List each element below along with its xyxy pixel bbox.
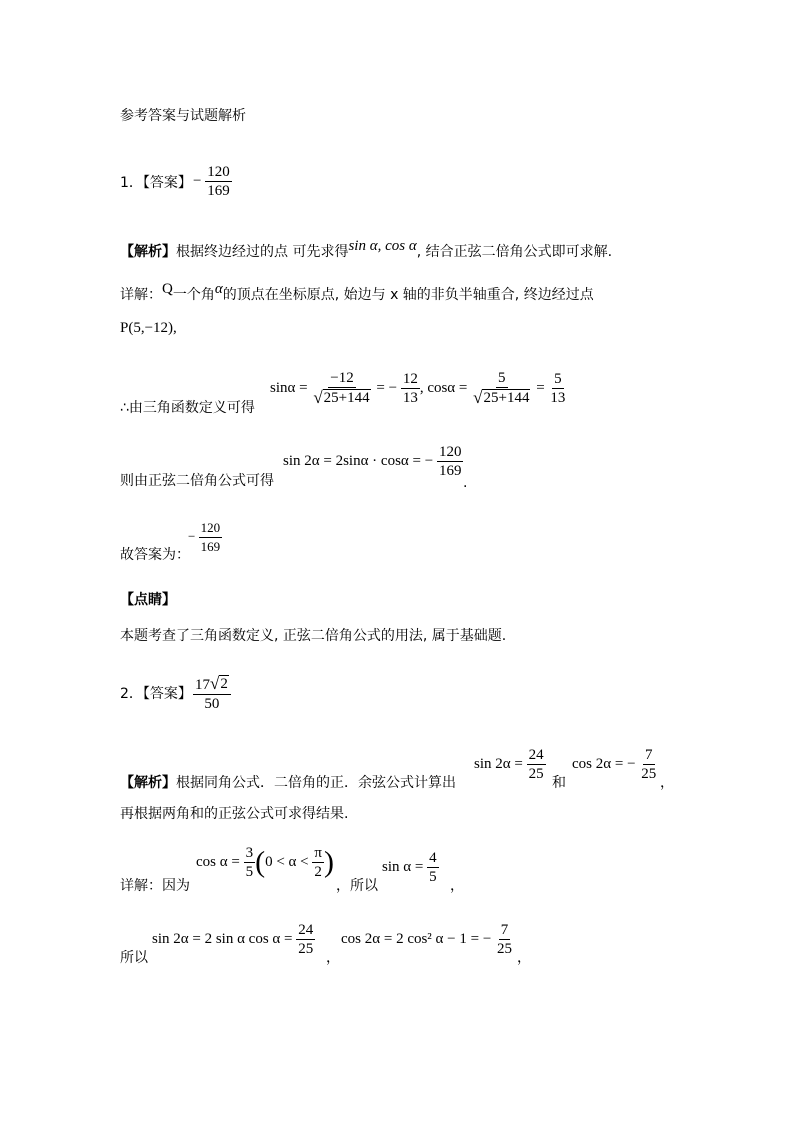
q2-answer-label: 2．【答案】 [120,686,192,702]
q1-final-value: − $\frac{120}{169}$ [188,520,221,554]
q2-analysis: 【解析】根据同角公式．二倍角的正．余弦公式计算出 [120,775,456,791]
q1-step2-formula: sin 2α = 2sinα · cosα = − $\frac{120}{169}$ [283,444,462,479]
q1-comment-tag: 【点睛】 [120,592,176,608]
q1-answer-fraction: $\frac{120}{169}$ [207,164,230,199]
q2-detail-text: 详解：因为 [120,878,190,894]
q2-cos2-formula: cos 2α = − $\frac{7}{25}$ [572,747,657,782]
q1-step2-text: 则由正弦二倍角公式可得 [120,473,274,489]
q1-final-text: 故答案为： [120,547,190,563]
q1-detail: 详解：Q一个角α的顶点在坐标原点, 始边与 x 轴的非负半轴重合, 终边经过点 [120,281,594,303]
q1-answer-value: − $\frac{120}{169}$ [193,164,230,199]
page-title: 参考答案与试题解析 [120,108,246,124]
q2-cos-formula: cos α = $\frac{3}{5}$ (0 < α < $\frac{\pi}{2}$ ) [196,845,334,880]
because-symbol: Q [162,281,173,297]
q1-step1-formula: sinα = −12 √ 25+144 = − $\frac{12}{13}$ , cosα = 5 √ 25+144 = $\frac{5}{13}$ [270,370,566,407]
q2-so2-text: 所以 [120,950,148,966]
q2-f1-formula: sin 2α = 2 sin α cos α = $\frac{24}{25}$ [152,922,314,957]
q2-answer-value: 17 √ 2 50 [193,675,231,712]
q2-sin2-formula: sin 2α = $\frac{24}{25}$ [474,747,544,782]
q1-comment-text: 本题考查了三角函数定义, 正弦二倍角公式的用法, 属于基础题. [120,628,507,644]
q2-f2-formula: cos 2α = 2 cos² α − 1 = − $\frac{7}{25}$ [341,922,513,957]
q1-point: P(5,−12), [120,320,177,336]
q1-answer-label: 1．【答案】 [120,175,192,191]
q2-sin-formula: sin α = $\frac{4}{5}$ [382,850,437,885]
q1-step1-text: ∴由三角函数定义可得 [120,400,255,416]
q1-analysis: 【解析】根据终边经过的点 可先求得sin α, cos α, 结合正弦二倍角公式即可求解. [120,238,613,260]
q2-analysis-cont: 再根据两角和的正弦公式可求得结果. [120,806,349,822]
